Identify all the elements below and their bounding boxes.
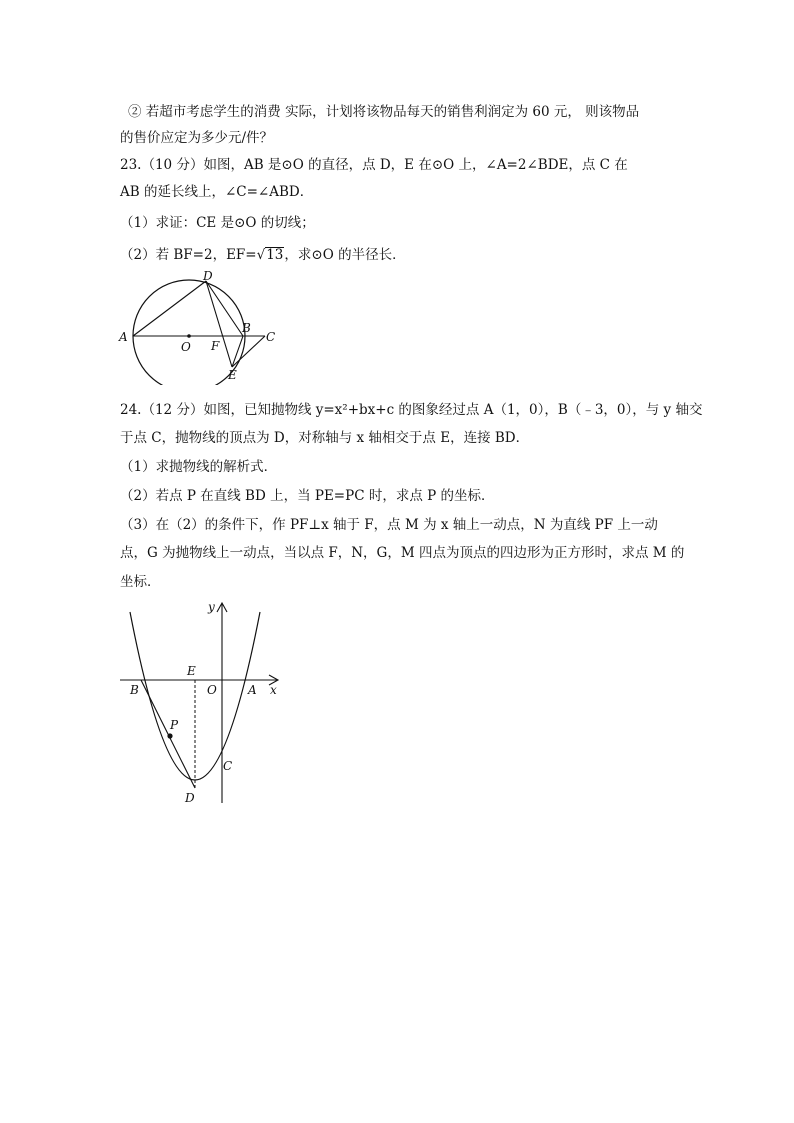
q23-part1: （1）求证：CE 是⊙O 的切线；	[120, 215, 315, 231]
q23-part2-post: ，求⊙O 的半径长．	[284, 247, 406, 263]
label-p: P	[170, 718, 179, 732]
label-b: B	[130, 683, 139, 697]
point-p	[167, 733, 172, 738]
q23-part2-pre: （2）若 BF=2，EF=	[120, 247, 257, 263]
label-f: F	[211, 339, 220, 353]
label-o: O	[207, 683, 217, 697]
center-dot	[187, 334, 191, 338]
label-y: y	[208, 600, 215, 614]
label-a: A	[119, 330, 128, 344]
label-d: D	[203, 270, 213, 283]
sqrt-symbol: √13	[256, 247, 284, 263]
label-o: O	[181, 340, 191, 354]
q23-line2: AB 的延长线上，∠C=∠ABD．	[120, 184, 314, 200]
label-x: x	[270, 683, 277, 697]
label-a: A	[248, 683, 257, 697]
q24-line2: 于点 C，抛物线的顶点为 D，对称轴与 x 轴相交于点 E，连接 BD．	[120, 430, 530, 446]
q24-header: 24.（12 分）如图，已知抛物线 y=x²+bx+c 的图象经过点 A（1，0），B（﹣3，0），与 y 轴交	[120, 402, 703, 418]
label-c: C	[223, 759, 233, 773]
q23-header: 23.（10 分）如图，AB 是⊙O 的直径，点 D，E 在⊙O 上，∠A=2∠BDE，点 C 在	[120, 157, 628, 173]
q24-part2: （2）若点 P 在直线 BD 上，当 PE=PC 时，求点 P 的坐标．	[120, 488, 495, 504]
label-d: D	[185, 791, 195, 805]
q24-parabola-figure	[118, 598, 288, 808]
label-c: C	[266, 330, 276, 344]
q24-part1: （1）求抛物线的解析式．	[120, 459, 278, 475]
q22-line1: ② 若超市考虑学生的消费 实际，计划将该物品每天的销售利润定为 60 元， 则该物品	[128, 104, 640, 120]
q24-part3-line3: 坐标．	[120, 574, 161, 590]
q23-circle-figure	[115, 270, 280, 385]
label-b: B	[242, 321, 251, 335]
q24-part3-line1: （3）在（2）的条件下，作 PF⊥x 轴于 F，点 M 为 x 轴上一动点，N 为直线 PF 上一动	[120, 517, 658, 533]
segment-bd	[141, 680, 195, 788]
q22-line2: 的售价应定为多少元/件？	[120, 130, 274, 146]
q23-part2-radicand: 13	[266, 247, 284, 263]
q23-part2	[120, 246, 406, 264]
q24-part3-line2: 点，G 为抛物线上一动点，当以点 F，N，G，M 四点为顶点的四边形为正方形时，求点 M 的	[120, 545, 685, 561]
segment-de	[206, 281, 232, 367]
label-e: E	[187, 664, 196, 678]
label-e: E	[228, 368, 237, 382]
segment-ad	[133, 281, 206, 336]
